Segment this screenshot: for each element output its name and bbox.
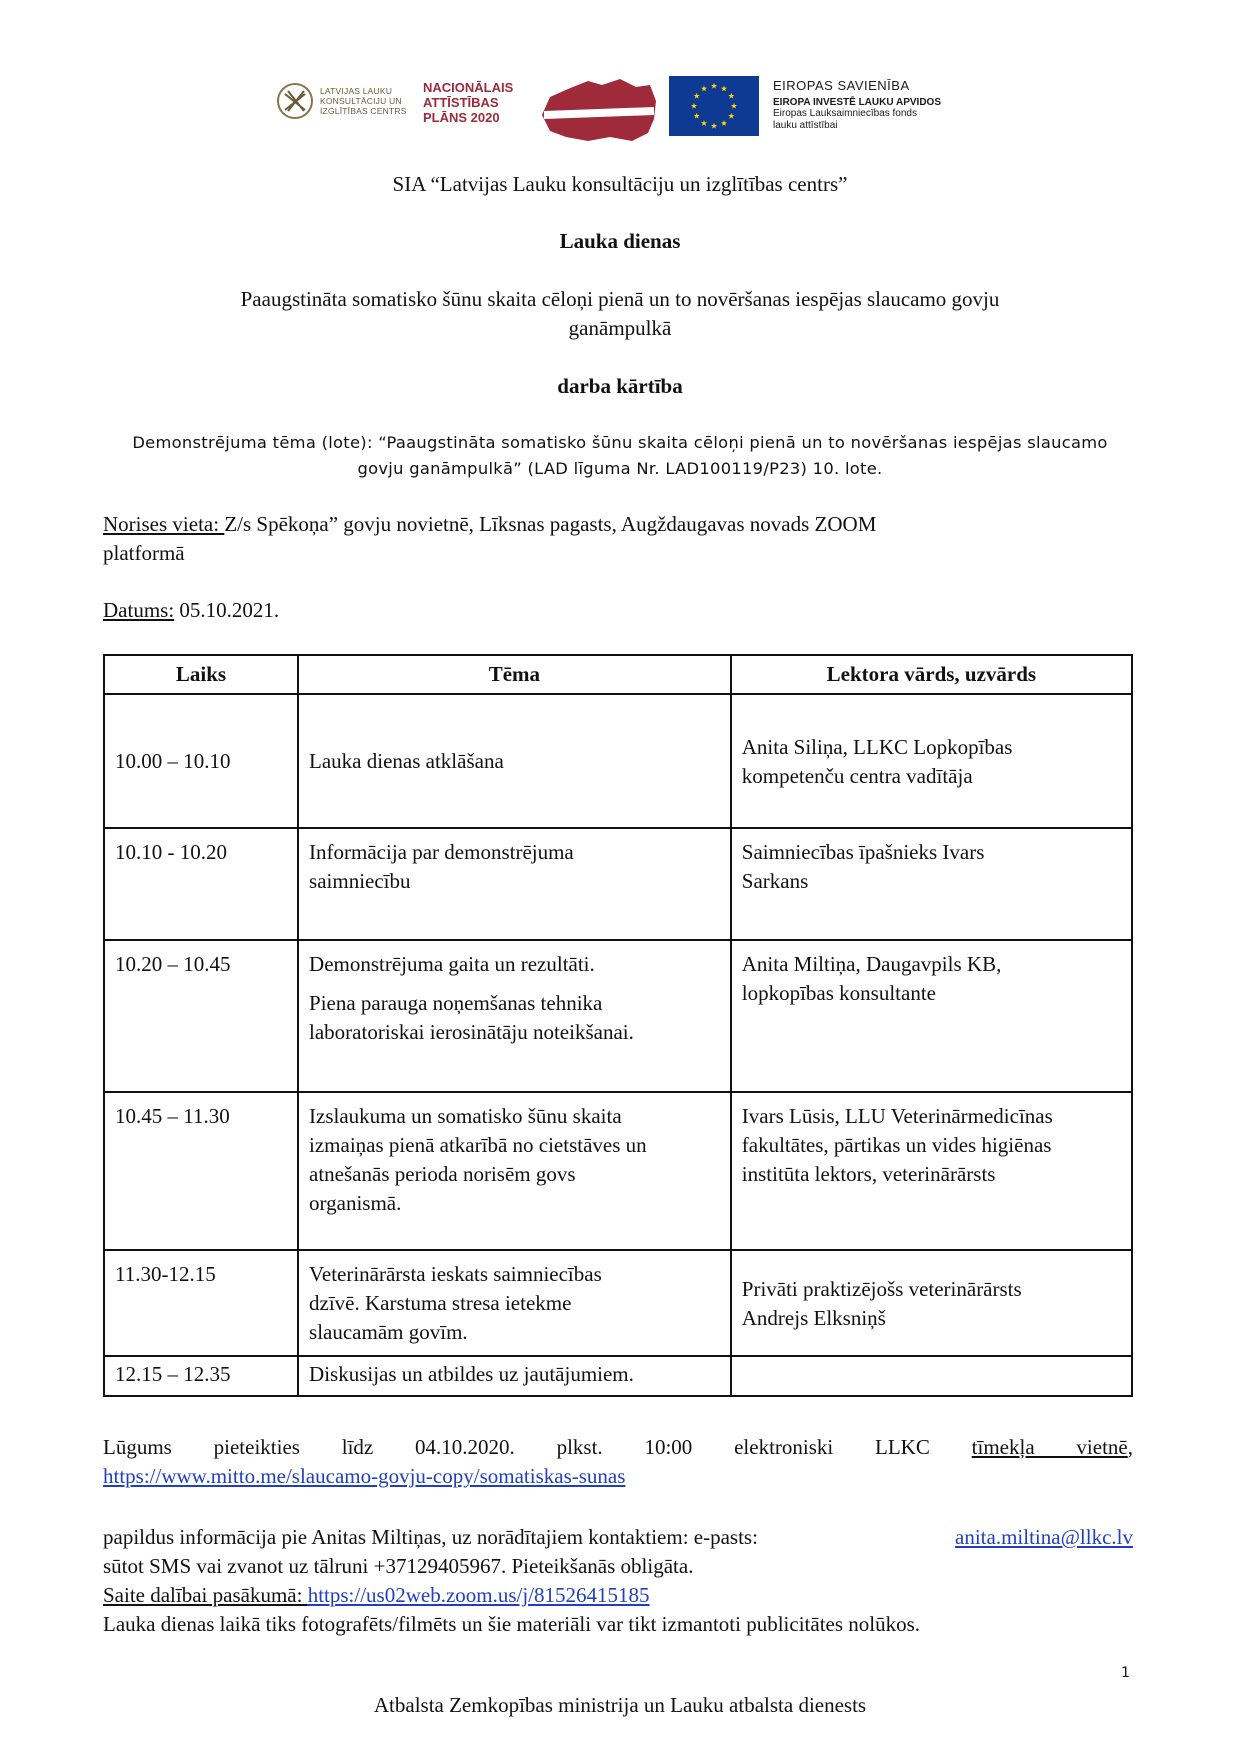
date-value: 05.10.2021. <box>174 598 280 622</box>
registration-comma: , <box>1127 1435 1133 1459</box>
photo-note: Lauka dienas laikā tiks fotografēts/filmēts un šie materiāli var tikt izmantoti publicitātes nolūkos. <box>103 1612 921 1636</box>
llkc-line-3: IZGLĪTĪBAS CENTRS <box>320 106 407 116</box>
row-topic <box>298 1356 731 1396</box>
nap-logo <box>423 80 513 125</box>
eu-slogan: EIROPA INVESTĒ LAUKU APVIDOS <box>773 97 941 108</box>
lecturer-line: Anita Siliņa, LLKC Lopkopības <box>741 734 1013 759</box>
zoom-label: Saite dalībai pasākumā: <box>103 1583 308 1607</box>
footer-support: Atbalsta Zemkopības ministrija un Lauku atbalsta dienests <box>373 1693 867 1717</box>
table-row <box>104 694 1132 828</box>
row-topic <box>298 1092 731 1250</box>
registration-link[interactable]: https://www.mitto.me/slaucamo-govju-copy/somatiskas-sunas <box>103 1464 626 1488</box>
registration-link-line <box>103 1462 1133 1491</box>
topic-line: atnešanās perioda norisēm govs <box>309 1162 576 1186</box>
llkc-emblem-icon <box>276 82 314 120</box>
topic-line: dzīvē. Karstuma stresa ietekme <box>309 1291 572 1315</box>
row-topic <box>298 828 731 940</box>
registration-sentence: Lūgums pieteikties līdz 04.10.2020. plkst. 10:00 elektroniski LLKC <box>103 1435 930 1459</box>
llkc-line-1: LATVIJAS LAUKU <box>320 86 393 96</box>
event-title: Lauka dienas <box>559 229 681 253</box>
row-time: 11.30-12.15 <box>104 1250 298 1356</box>
topic-line: laboratoriskai ierosinātāju noteikšanai. <box>309 1020 634 1044</box>
header-topic: Tēma <box>298 655 731 694</box>
demonstration-topic <box>100 430 1140 482</box>
header-time: Laiks <box>104 655 298 694</box>
venue <box>103 510 1133 568</box>
lecturer-line: fakultātes, pārtikas un vides higiēnas <box>741 1133 1052 1157</box>
zoom-line <box>103 1581 1133 1610</box>
contact-email-link[interactable]: anita.miltina@llkc.lv <box>955 1525 1133 1549</box>
lecturer-line: Anita Miltiņa, Daugavpils KB, <box>741 952 1002 976</box>
contact-line-1 <box>103 1523 1133 1552</box>
row-lecturer <box>731 1250 1132 1356</box>
latvia-map-flag-icon <box>536 75 662 145</box>
eu-flag-icon <box>669 76 759 136</box>
table-row <box>104 1092 1132 1250</box>
topic-line: Demonstrējuma gaita un rezultāti. <box>309 952 595 976</box>
organization-name: SIA “Latvijas Lauku konsultāciju un izglītības centrs” <box>392 172 848 196</box>
venue-label: Norises vieta: <box>103 512 225 536</box>
nap-line-3: PLĀNS 2020 <box>423 110 500 125</box>
demo-line-2: govju ganāmpulkā” (LAD līguma Nr. LAD100119/P23) 10. lote. <box>357 459 883 478</box>
topic-line: Piena parauga noņemšanas tehnika <box>309 991 603 1015</box>
nap-line-2: ATTĪSTĪBAS <box>423 95 499 110</box>
lecturer-line: Ivars Lūsis, LLU Veterinārmedicīnas <box>741 1104 1053 1128</box>
contact-block <box>103 1523 1133 1639</box>
nap-line-1: NACIONĀLAIS <box>423 80 514 95</box>
topic-line: Veterinārārsta ieskats saimniecības <box>309 1262 602 1286</box>
eu-fund-line-1: Eiropas Lauksaimniecības fonds <box>773 108 917 119</box>
table-row <box>104 1250 1132 1356</box>
llkc-logo <box>276 82 407 120</box>
row-lecturer <box>731 1092 1132 1250</box>
venue-value-1: Z/s Spēkoņa” govju novietnē, Līksnas pagasts, Augždaugavas novads ZOOM <box>224 512 877 536</box>
table-row <box>104 828 1132 940</box>
row-lecturer <box>731 1356 1132 1396</box>
date-label: Datums: <box>103 598 175 622</box>
topic-line: slaucamām govīm. <box>309 1320 468 1344</box>
topic-line: saimniecību <box>309 869 411 893</box>
row-topic <box>298 1250 731 1356</box>
date <box>103 596 1133 625</box>
row-time: 12.15 – 12.35 <box>104 1356 298 1396</box>
agenda-heading: darba kārtība <box>557 374 683 398</box>
row-time: 10.45 – 11.30 <box>104 1092 298 1250</box>
eu-title: EIROPAS SAVIENĪBA <box>773 78 910 93</box>
row-lecturer <box>731 828 1132 940</box>
registration-web-word: tīmekļa vietnē <box>971 1435 1128 1459</box>
event-subtitle <box>100 285 1140 343</box>
contact-line-2: sūtot SMS vai zvanot uz tālruni +37129405967. Pieteikšanās obligāta. <box>103 1554 694 1578</box>
row-time: 10.10 - 10.20 <box>104 828 298 940</box>
lecturer-line: Andrejs Elksniņš <box>741 1305 886 1330</box>
table-header-row <box>104 655 1132 694</box>
lecturer-line: Sarkans <box>741 869 809 893</box>
logo-strip <box>276 72 976 150</box>
contact-text: papildus informācija pie Anitas Miltiņas, uz norādītajiem kontaktiem: e-pasts: <box>103 1525 758 1549</box>
schedule-table <box>103 654 1133 1397</box>
row-lecturer <box>731 694 1132 828</box>
row-topic <box>298 940 731 1092</box>
topic-line: Informācija par demonstrējuma <box>309 840 574 864</box>
topic-line: Lauka dienas atklāšana <box>309 749 504 773</box>
spacer <box>309 979 720 989</box>
topic-line: izmaiņas pienā atkarībā no cietstāves un <box>309 1133 647 1157</box>
table-row <box>104 940 1132 1092</box>
zoom-link[interactable]: https://us02web.zoom.us/j/81526415185 <box>307 1583 650 1607</box>
demo-line-1: Demonstrējuma tēma (lote): “Paaugstināta somatisko šūnu skaita cēloņi pienā un to novēršanas iespējas slaucamo <box>132 433 1108 452</box>
topic-line: organismā. <box>309 1191 402 1215</box>
venue-value-2: platformā <box>103 541 185 565</box>
row-topic <box>298 694 731 828</box>
subtitle-line-2: ganāmpulkā <box>568 316 672 340</box>
registration-text <box>103 1433 1133 1462</box>
lecturer-line: Saimniecības īpašnieks Ivars <box>741 840 985 864</box>
eu-text-block <box>773 78 941 132</box>
row-time: 10.20 – 10.45 <box>104 940 298 1092</box>
row-lecturer <box>731 940 1132 1092</box>
llkc-line-2: KONSULTĀCIJU UN <box>320 96 402 106</box>
lecturer-line: Privāti praktizējošs veterinārārsts <box>741 1276 1022 1301</box>
topic-line: Diskusijas un atbildes uz jautājumiem. <box>309 1362 634 1386</box>
subtitle-line-1: Paaugstināta somatisko šūnu skaita cēloņi pienā un to novēršanas iespējas slaucamo govju <box>240 287 1000 311</box>
topic-line: Izslaukuma un somatisko šūnu skaita <box>309 1104 622 1128</box>
lecturer-line: lopkopības konsultante <box>741 981 936 1005</box>
header-lecturer: Lektora vārds, uzvārds <box>731 655 1132 694</box>
eu-fund-line-2: lauku attīstībai <box>773 120 838 131</box>
page-number: 1 <box>1121 1665 1130 1681</box>
table-row <box>104 1356 1132 1396</box>
lecturer-line: institūta lektors, veterinārārsts <box>741 1162 996 1186</box>
lecturer-line: kompetenču centra vadītāja <box>741 763 973 788</box>
row-time: 10.00 – 10.10 <box>104 694 298 828</box>
